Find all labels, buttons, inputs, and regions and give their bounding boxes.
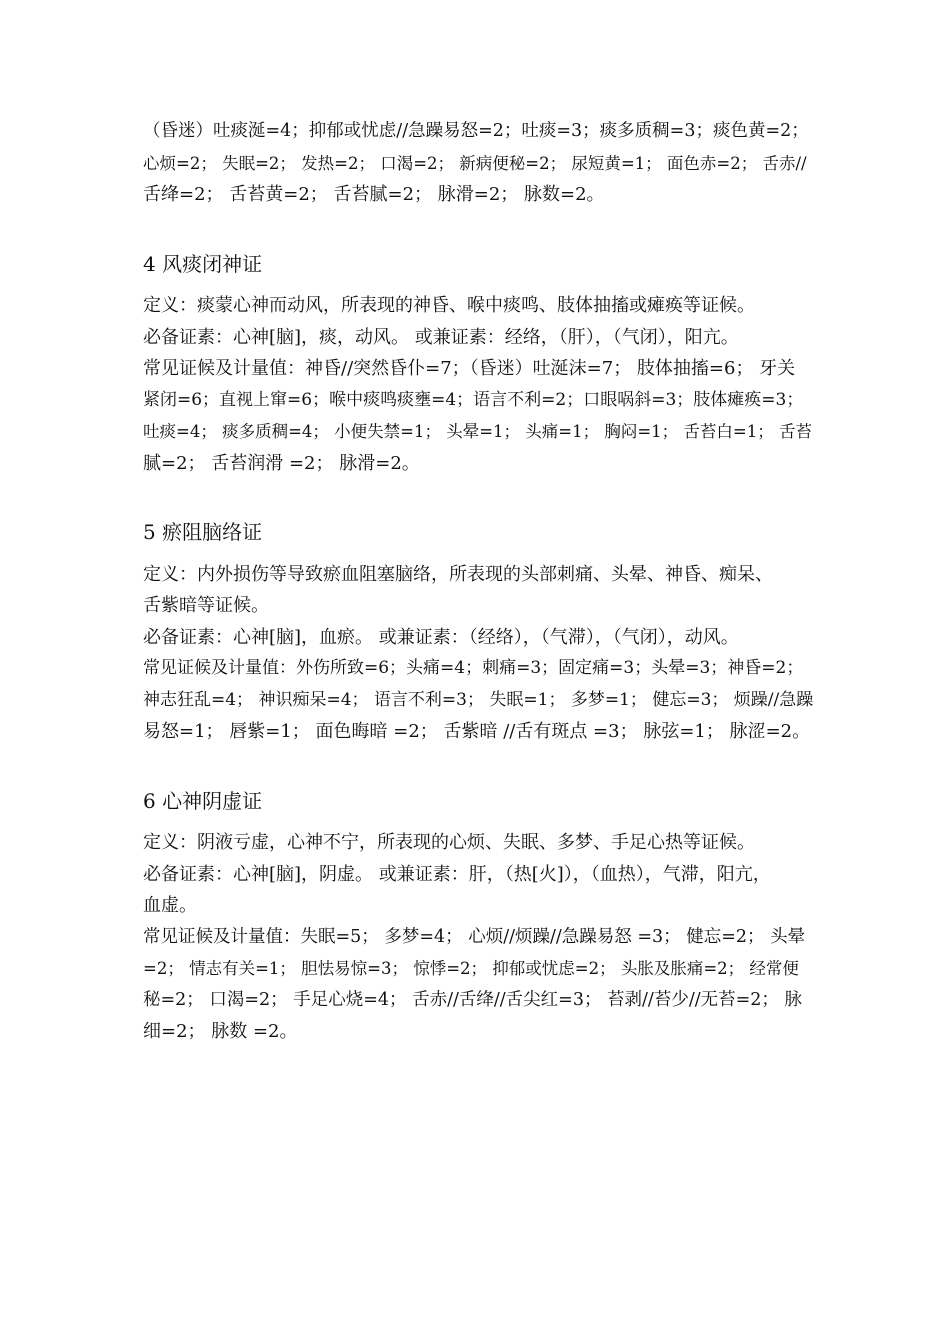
symptoms-line: 细=2； 脉数 =2。 [143, 1021, 298, 1042]
symptoms-line: 神志狂乱=4； 神识痴呆=4； 语言不利=3； 失眠=1； 多梦=1； 健忘=3； 烦躁//急躁 [143, 689, 814, 710]
required-elements-line: 必备证素：心神[脑]，阴虚。 或兼证素：肝，（热[火]），（血热），气滞，阳亢， [143, 863, 771, 885]
required-elements-line: 必备证素：心神[脑]，血瘀。 或兼证素：（经络），（气滞），（气闭），动风。 [143, 626, 739, 648]
definition-line: 舌紫暗等证候。 [143, 595, 269, 616]
symptoms-line: 吐痰=4； 痰多质稠=4； 小便失禁=1； 头晕=1； 头痛=1； 胸闷=1； 舌苔白=1； 舌苔 [143, 422, 812, 441]
definition-line: 定义：阴液亏虚，心神不宁，所表现的心烦、失眠、多梦、手足心热等证候。 [143, 832, 755, 853]
text-line: 心烦=2； 失眠=2； 发热=2； 口渴=2； 新病便秘=2； 尿短黄=1； 面色赤=2； 舌赤// [143, 153, 807, 173]
text-line: （昏迷）吐痰涎=4；抑郁或忧虑//急躁易怒=2；吐痰=3；痰多质稠=3；痰色黄=2； [143, 121, 809, 141]
section-6 [143, 786, 815, 1048]
required-elements-line: 血虚。 [143, 895, 197, 916]
symptoms-line: 紧闭=6；直视上窜=6；喉中痰鸣痰壅=4；语言不利=2；口眼㖞斜=3；肢体瘫痪=3； [143, 389, 804, 410]
section-5 [143, 517, 815, 748]
section-heading: 6 心神阴虚证 [143, 788, 263, 813]
definition-line: 定义：痰蒙心神而动风，所表现的神昏、喉中痰鸣、肢体抽搐或瘫痪等证候。 [143, 295, 755, 316]
section-heading: 4 风痰闭神证 [143, 251, 263, 276]
document-page [143, 116, 815, 1048]
symptoms-line: 常见证候及计量值：外伤所致=6；头痛=4；刺痛=3；固定痛=3；头晕=3；神昏=2； [143, 658, 804, 678]
intro-section [143, 116, 815, 211]
symptoms-line: 常见证候及计量值：失眠=5； 多梦=4； 心烦//烦躁//急躁易怒 =3； 健忘=2； 头晕 [143, 926, 806, 947]
symptoms-line: 常见证候及计量值：神昏//突然昏仆=7；（昏迷）吐涎沫=7； 肢体抽搐=6； 牙关 [143, 358, 796, 379]
symptoms-line: 腻=2； 舌苔润滑 =2； 脉滑=2。 [143, 452, 420, 474]
required-elements-line: 必备证素：心神[脑]，痰，动风。 或兼证素：经络，（肝），（气闭），阳亢。 [143, 326, 739, 348]
definition-line: 定义：内外损伤等导致瘀血阻塞脑络，所表现的头部刺痛、头晕、神昏、痴呆、 [143, 563, 773, 585]
section-heading: 5 瘀阻脑络证 [143, 520, 263, 544]
section-4 [143, 249, 815, 480]
text-line: 舌绛=2； 舌苔黄=2； 舌苔腻=2； 脉滑=2； 脉数=2。 [143, 184, 605, 205]
symptoms-line: 易怒=1； 唇紫=1； 面色晦暗 =2； 舌紫暗 //舌有斑点 =3； 脉弦=1； 脉涩=2。 [143, 721, 811, 742]
symptoms-line: =2； 情志有关=1； 胆怯易惊=3； 惊悸=2； 抑郁或忧虑=2； 头胀及胀痛=2； 经常便 [143, 959, 799, 978]
symptoms-line: 秘=2； 口渴=2； 手足心烧=4； 舌赤//舌绛//舌尖红=3； 苔剥//苔少//无苔=2； 脉 [143, 989, 802, 1010]
